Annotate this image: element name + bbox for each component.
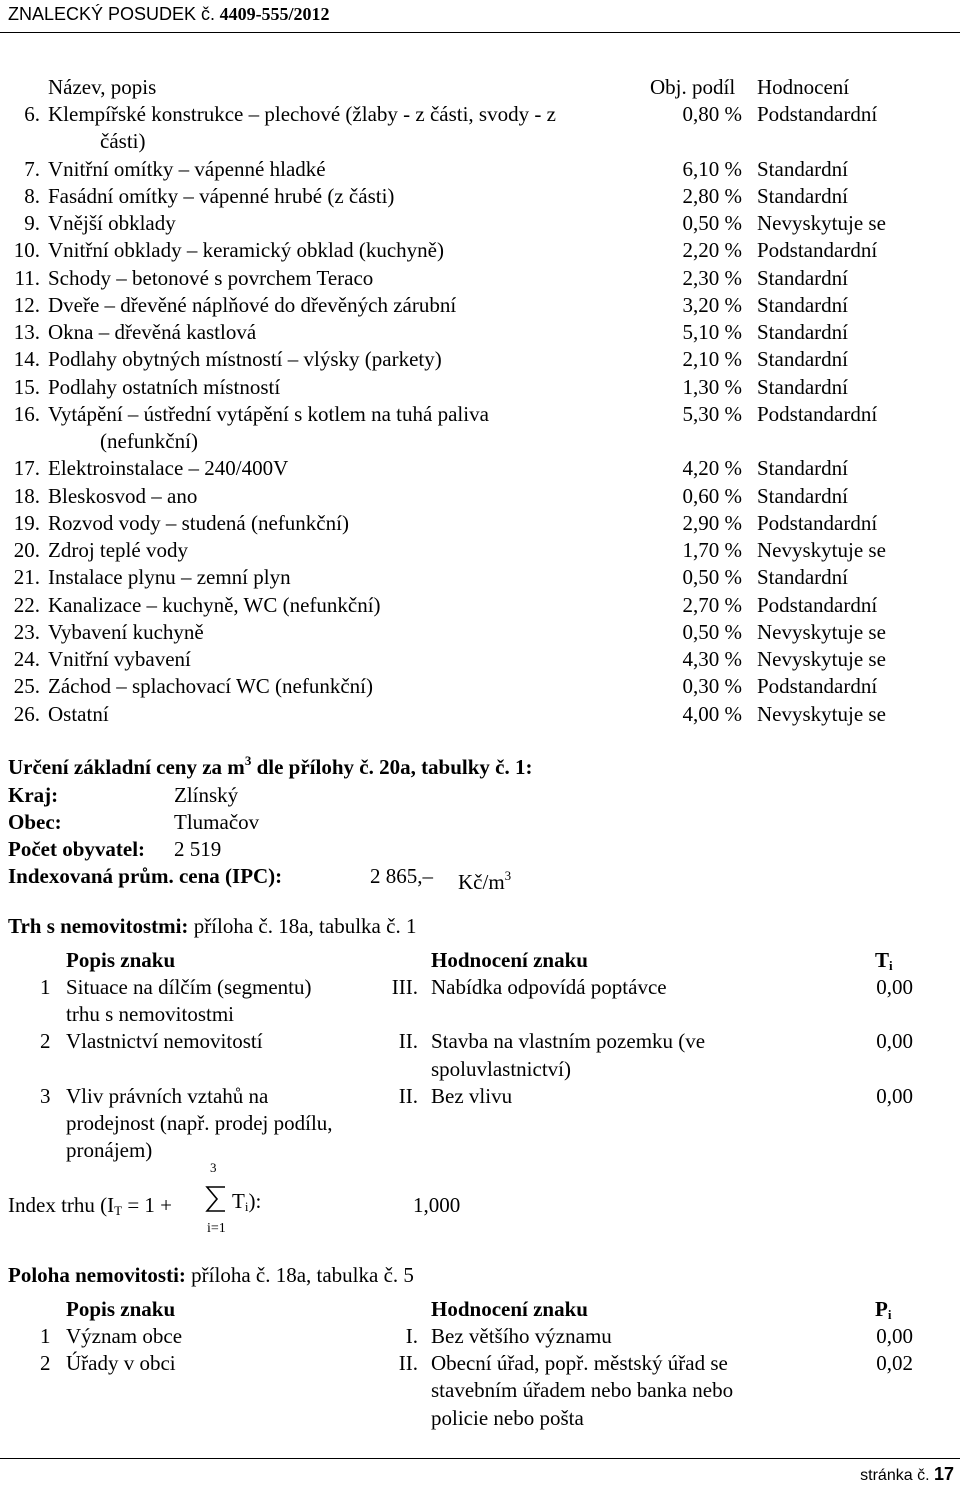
row-name: Bleskosvod – ano xyxy=(48,483,198,508)
row-share: 3,20 % xyxy=(682,292,742,317)
char-row-desc: Úřady v obci xyxy=(66,1351,176,1376)
row-share: 2,10 % xyxy=(682,347,742,372)
market-col-t-text: T xyxy=(875,948,890,972)
char-row-grade: I. xyxy=(405,1324,418,1348)
char-row-value: 0,00 xyxy=(876,1324,913,1348)
row-share: 0,50 % xyxy=(682,211,742,235)
row-number: 10. xyxy=(13,238,40,263)
row-share: 6,10 % xyxy=(682,156,742,181)
char-row-grade: III. xyxy=(391,975,418,999)
base-price-heading-sup: 3 xyxy=(244,753,252,768)
char-row-rating: stavebním úřadem nebo banka nebo xyxy=(431,1378,734,1403)
page-footer xyxy=(860,1464,954,1485)
row-name: Ostatní xyxy=(48,701,109,726)
market-heading xyxy=(8,913,416,939)
row-share: 4,00 % xyxy=(682,701,742,726)
row-name: Vnitřní omítky – vápenné hladké xyxy=(48,156,326,181)
char-row-grade: II. xyxy=(398,1029,418,1054)
row-rating: Podstandardní xyxy=(757,674,878,699)
index-label-b: = 1 + xyxy=(122,1193,173,1217)
location-col-rating: Hodnocení znaku xyxy=(431,1297,588,1321)
row-name: Fasádní omítky – vápenné hrubé (z části) xyxy=(48,183,395,208)
char-row-desc: Vlastnictví nemovitostí xyxy=(66,1029,263,1054)
index-label xyxy=(8,1192,172,1224)
row-share: 0,80 % xyxy=(682,102,742,126)
row-rating: Nevyskytuje se xyxy=(757,538,886,562)
row-share: 2,20 % xyxy=(682,238,742,263)
market-col-desc: Popis znaku xyxy=(66,948,176,972)
row-share: 2,80 % xyxy=(682,183,742,208)
char-row-rating: Nabídka odpovídá poptávce xyxy=(431,975,667,999)
char-row-number: 2 xyxy=(40,1029,51,1054)
row-rating: Nevyskytuje se xyxy=(757,619,886,644)
char-row-number: 2 xyxy=(40,1351,51,1376)
row-rating: Standardní xyxy=(757,374,848,399)
row-number: 17. xyxy=(13,456,40,481)
row-name: Schody – betonové s povrchem Teraco xyxy=(48,265,374,290)
index-value: 1,000 xyxy=(413,1193,461,1217)
char-row-grade: II. xyxy=(398,1351,418,1376)
base-price-heading-b: dle přílohy č. 20a, tabulky č. 1: xyxy=(251,755,533,779)
row-name: Zdroj teplé vody xyxy=(48,538,188,562)
row-number: 12. xyxy=(13,292,40,317)
row-rating: Nevyskytuje se xyxy=(757,701,886,726)
row-share: 1,70 % xyxy=(682,538,742,562)
row-number: 13. xyxy=(13,320,40,344)
char-row-rating: Stavba na vlastním pozemku (ve xyxy=(431,1029,706,1054)
row-number: 23. xyxy=(13,619,40,644)
row-number: 8. xyxy=(24,183,40,208)
obec-label: Obec: xyxy=(8,810,62,834)
header-title: ZNALECKÝ POSUDEK č. xyxy=(8,4,216,24)
row-number: 16. xyxy=(13,401,40,426)
row-name: Kanalizace – kuchyně, WC (nefunkční) xyxy=(48,592,381,617)
obec-value: Tlumačov xyxy=(174,810,260,834)
row-share: 5,10 % xyxy=(682,320,742,344)
row-name-continued: (nefunkční) xyxy=(100,429,198,453)
row-rating: Podstandardní xyxy=(757,510,878,535)
char-row-desc: trhu s nemovitostmi xyxy=(66,1002,234,1027)
row-number: 9. xyxy=(24,211,40,235)
char-row-rating: Obecní úřad, popř. městský úřad se xyxy=(431,1351,728,1376)
char-row-rating: Bez většího významu xyxy=(431,1324,612,1348)
page-number: 17 xyxy=(933,1464,954,1484)
row-name: Vytápění – ústřední vytápění s kotlem na tuhá paliva xyxy=(48,401,489,426)
char-row-value: 0,00 xyxy=(876,975,913,999)
row-share: 5,30 % xyxy=(682,401,742,426)
row-share: 0,30 % xyxy=(682,674,742,699)
row-number: 14. xyxy=(13,347,40,372)
row-name: Vnitřní obklady – keramický obklad (kuchyně) xyxy=(48,238,444,263)
base-price-heading-a: Určení základní ceny za m xyxy=(8,755,245,779)
ipc-unit-sup: 3 xyxy=(504,868,512,883)
kraj-value: Zlínský xyxy=(174,783,239,807)
index-label-c: ): xyxy=(248,1189,262,1213)
market-heading-bold: Trh s nemovitostmi: xyxy=(8,914,189,938)
char-row-number: 1 xyxy=(40,1324,51,1348)
base-price-heading xyxy=(8,748,533,780)
row-rating: Podstandardní xyxy=(757,102,878,126)
row-rating: Standardní xyxy=(757,483,848,508)
ipc-label: Indexovaná prům. cena (IPC): xyxy=(8,864,283,888)
sum-term-sub: i xyxy=(244,1199,249,1214)
document-header xyxy=(8,4,330,25)
row-share: 2,90 % xyxy=(682,510,742,535)
char-row-number: 3 xyxy=(40,1083,51,1108)
population-value: 2 519 xyxy=(174,837,222,861)
row-share: 4,30 % xyxy=(682,647,742,671)
sum-icon xyxy=(204,1184,228,1214)
row-number: 11. xyxy=(14,265,40,290)
location-heading-bold: Poloha nemovitosti: xyxy=(8,1263,186,1287)
row-number: 19. xyxy=(13,510,40,535)
market-col-t-sub: i xyxy=(889,958,893,973)
ipc-unit xyxy=(458,863,511,895)
row-number: 7. xyxy=(24,156,40,181)
col-header-name: Název, popis xyxy=(48,75,157,99)
row-number: 15. xyxy=(13,374,40,399)
row-share: 0,60 % xyxy=(682,483,742,508)
sum-term xyxy=(232,1188,261,1220)
population-label: Počet obyvatel: xyxy=(8,837,146,861)
location-col-p-text: P xyxy=(875,1297,888,1321)
market-col-rating: Hodnocení znaku xyxy=(431,948,588,972)
char-row-desc: prodejnost (např. prodej podílu, xyxy=(66,1111,333,1135)
location-heading xyxy=(8,1262,414,1288)
row-number: 21. xyxy=(13,565,40,590)
header-rule xyxy=(0,32,960,33)
row-rating: Standardní xyxy=(757,292,848,317)
char-row-desc: pronájem) xyxy=(66,1138,153,1163)
location-col-p-sub: i xyxy=(887,1307,892,1322)
row-number: 18. xyxy=(13,483,40,508)
row-name-continued: části) xyxy=(100,129,146,154)
ipc-value: 2 865,– xyxy=(370,864,433,888)
char-row-value: 0,00 xyxy=(876,1083,913,1108)
index-label-sub: T xyxy=(114,1203,123,1218)
sum-bottom: i=1 xyxy=(207,1221,226,1236)
location-heading-rest: příloha č. 18a, tabulka č. 5 xyxy=(185,1263,414,1287)
row-share: 2,30 % xyxy=(682,265,742,290)
row-share: 1,30 % xyxy=(682,374,742,399)
row-share: 2,70 % xyxy=(682,592,742,617)
char-row-desc: Vliv právních vztahů na xyxy=(66,1083,269,1108)
row-name: Podlahy obytných místností – vlýsky (parkety) xyxy=(48,347,442,372)
row-name: Rozvod vody – studená (nefunkční) xyxy=(48,510,349,535)
col-header-share: Obj. podíl xyxy=(650,75,736,99)
char-row-rating: Bez vlivu xyxy=(431,1083,513,1108)
row-share: 0,50 % xyxy=(682,565,742,590)
row-rating: Podstandardní xyxy=(757,592,878,617)
row-rating: Podstandardní xyxy=(757,238,878,263)
row-rating: Standardní xyxy=(757,183,848,208)
char-row-value: 0,00 xyxy=(876,1029,913,1054)
row-number: 26. xyxy=(13,701,40,726)
row-name: Záchod – splachovací WC (nefunkční) xyxy=(48,674,373,699)
index-label-a: Index trhu (I xyxy=(8,1193,115,1217)
row-name: Vnitřní vybavení xyxy=(48,647,191,671)
header-number: 4409-555/2012 xyxy=(219,4,330,24)
row-rating: Standardní xyxy=(757,156,848,181)
row-number: 22. xyxy=(13,592,40,617)
char-row-grade: II. xyxy=(398,1083,418,1108)
location-col-desc: Popis znaku xyxy=(66,1297,176,1321)
row-share: 0,50 % xyxy=(682,619,742,644)
row-name: Okna – dřevěná kastlová xyxy=(48,320,257,344)
sum-term-text: T xyxy=(232,1189,245,1213)
char-row-desc: Význam obce xyxy=(66,1324,183,1348)
row-number: 25. xyxy=(13,674,40,699)
row-share: 4,20 % xyxy=(682,456,742,481)
row-rating: Nevyskytuje se xyxy=(757,211,886,235)
row-rating: Standardní xyxy=(757,320,848,344)
kraj-label: Kraj: xyxy=(8,783,59,807)
row-number: 6. xyxy=(24,102,40,126)
row-name: Vnější obklady xyxy=(48,211,176,235)
row-name: Instalace plynu – zemní plyn xyxy=(48,565,291,590)
row-number: 20. xyxy=(13,538,40,562)
char-row-value: 0,02 xyxy=(876,1351,913,1376)
row-rating: Nevyskytuje se xyxy=(757,647,886,671)
footer-rule xyxy=(0,1458,960,1459)
col-header-rating: Hodnocení xyxy=(757,75,850,99)
sum-top: 3 xyxy=(210,1160,217,1175)
row-name: Vybavení kuchyně xyxy=(48,619,204,644)
row-rating: Standardní xyxy=(757,456,848,481)
row-rating: Standardní xyxy=(757,265,848,290)
row-rating: Standardní xyxy=(757,347,848,372)
row-name: Elektroinstalace – 240/400V xyxy=(48,456,289,481)
char-row-number: 1 xyxy=(40,975,51,999)
market-heading-rest: příloha č. 18a, tabulka č. 1 xyxy=(188,914,417,938)
char-row-desc: Situace na dílčím (segmentu) xyxy=(66,975,312,999)
row-number: 24. xyxy=(13,647,40,671)
row-rating: Standardní xyxy=(757,565,848,590)
char-row-rating: spoluvlastnictví) xyxy=(431,1056,571,1081)
row-name: Dveře – dřevěné náplňové do dřevěných zárubní xyxy=(48,292,457,317)
footer-label: stránka č. xyxy=(860,1467,930,1484)
row-rating: Podstandardní xyxy=(757,401,878,426)
char-row-rating: policie nebo pošta xyxy=(431,1405,584,1430)
ipc-unit-text: Kč/m xyxy=(458,870,505,894)
row-name: Klempířské konstrukce – plechové (žlaby - z části, svody - z xyxy=(48,102,556,126)
row-name: Podlahy ostatních místností xyxy=(48,374,281,399)
